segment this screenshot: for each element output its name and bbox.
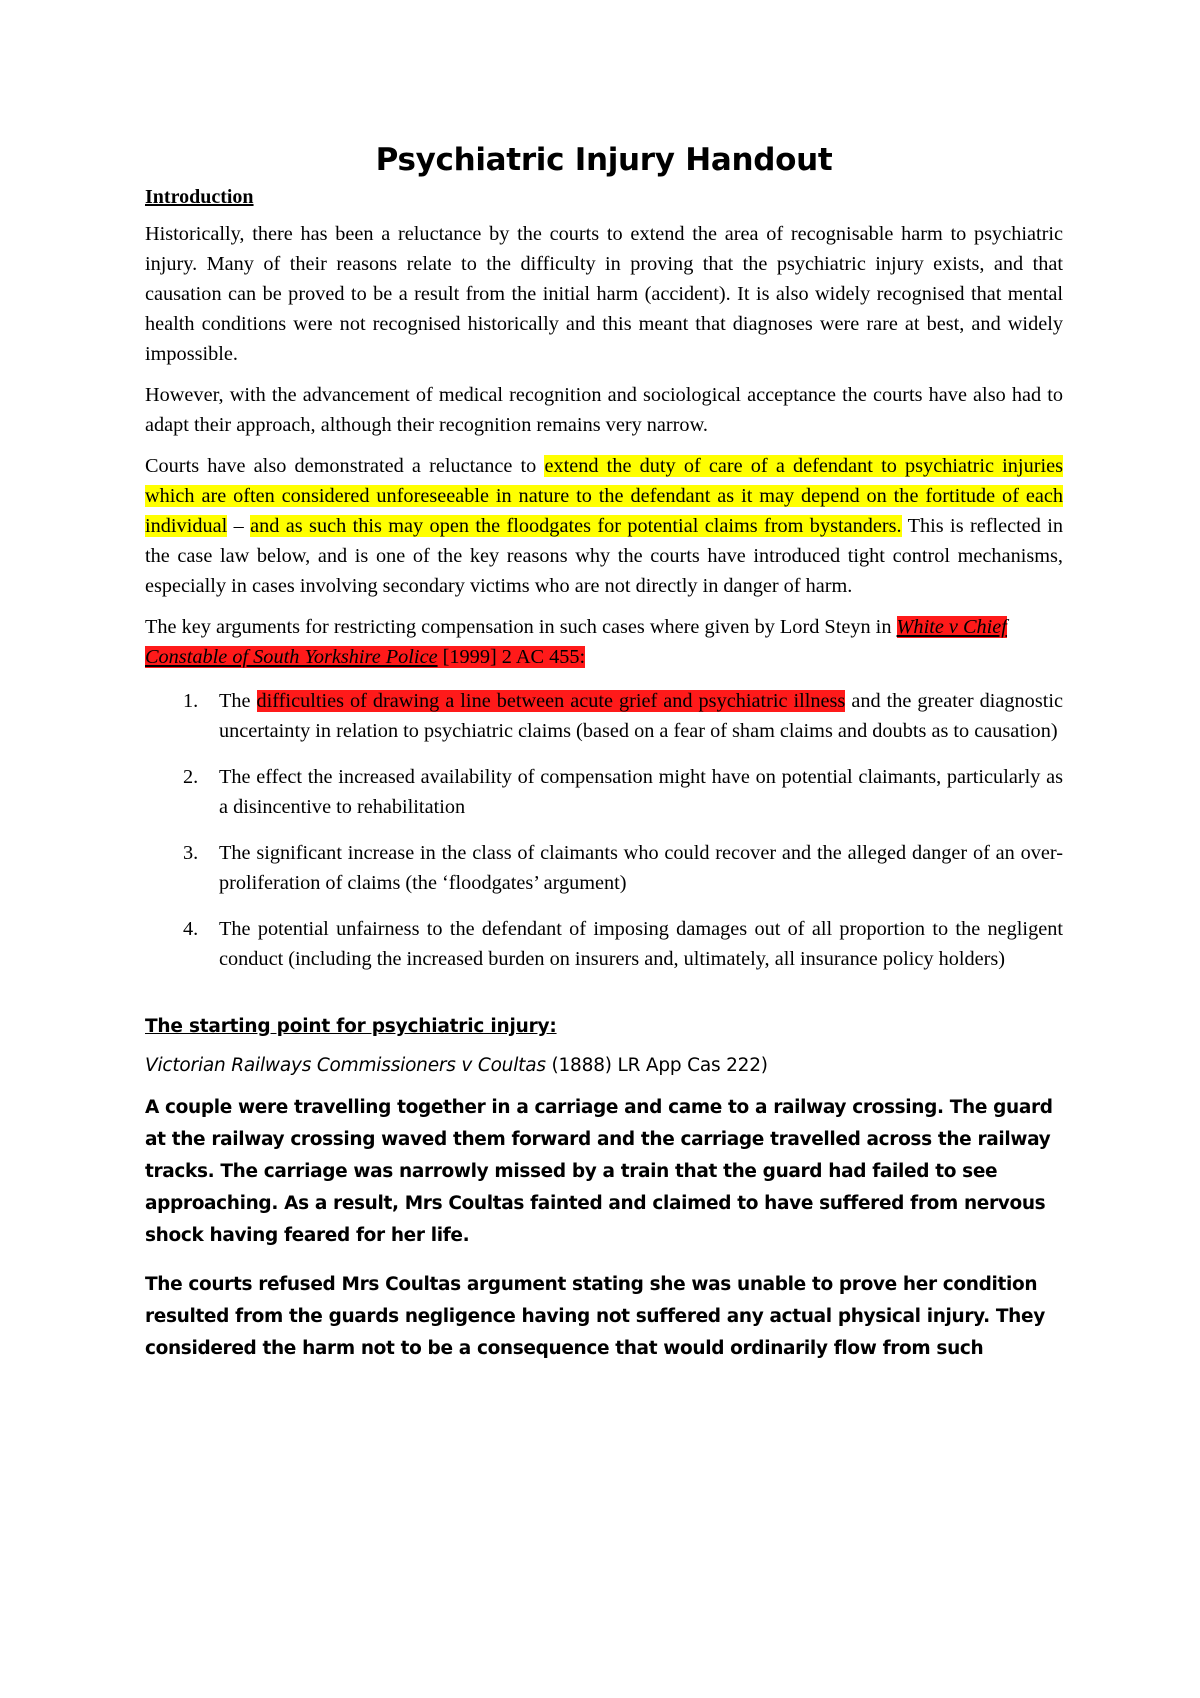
starting-point-heading: The starting point for psychiatric injury: xyxy=(145,1016,557,1037)
intro-heading: Introduction xyxy=(145,186,254,208)
p4-case-name: White v Chief Constable of South Yorkshire Police xyxy=(145,616,1007,668)
p4-case-cite: [1999] 2 AC 455: xyxy=(437,646,586,668)
p3-dash: – xyxy=(227,515,251,537)
list-item xyxy=(145,762,1063,822)
list-item xyxy=(145,838,1063,898)
list-number: 2. xyxy=(183,766,199,788)
list-item xyxy=(145,914,1063,974)
arg-2-text: The effect the increased availability of compensation might have on potential claimants, particularly as a disincentive to rehabilitation xyxy=(219,766,1063,818)
intro-paragraph-1: Historically, there has been a reluctance by the courts to extend the area of recognisable harm to psychiatric injury. Many of their reasons relate to the difficulty in proving that the psychiatric injury exists, and that causation can be proved to be a result from the initial harm (accident). It is also widely recognised that mental health conditions were not recognised historically and this meant that diagnoses were rare at best, and widely impossible. xyxy=(145,223,1063,365)
coultas-case-citation xyxy=(145,1055,1063,1076)
p3-highlight-2: and as such this may open the floodgates for potential claims from bystanders. xyxy=(250,515,902,537)
coultas-facts-paragraph: A couple were travelling together in a carriage and came to a railway crossing. The guard at the railway crossing waved them forward and the carriage travelled across the railway tracks. The carriage was narrowly missed by a train that the guard had failed to see approaching. As a result, Mrs Coultas fainted and claimed to have suffered from nervous shock having feared for her life. xyxy=(145,1097,1053,1246)
list-number: 3. xyxy=(183,842,199,864)
p4-text-before: The key arguments for restricting compensation in such cases where given by Lord Steyn in xyxy=(145,616,897,638)
list-item xyxy=(145,686,1063,746)
list-number: 1. xyxy=(183,690,199,712)
p3-text-before: Courts have also demonstrated a reluctance to xyxy=(145,455,545,477)
intro-paragraph-2: However, with the advancement of medical recognition and sociological acceptance the courts have also had to adapt their approach, although their recognition remains very narrow. xyxy=(145,384,1063,436)
p3-highlight-1: extend the duty of care of a defendant to psychiatric injuries which are often considered unforeseeable in nature to the defendant as it may depend on the fortitude of each individual xyxy=(145,455,1063,537)
arg-1-after: and the greater diagnostic uncertainty in relation to psychiatric claims (based on a fear of sham claims and doubts as to causation) xyxy=(219,690,1063,742)
coultas-ruling-paragraph: The courts refused Mrs Coultas argument stating she was unable to prove her condition resulted from the guards negligence having not suffered any actual physical injury. They considered the harm not to be a consequence that would ordinarily flow from such xyxy=(145,1274,1045,1359)
arguments-list xyxy=(145,686,1063,974)
arg-4-text: The potential unfairness to the defendant of imposing damages out of all proportion to the negligent conduct (including the increased burden on insurers and, ultimately, all insurance policy holders) xyxy=(219,918,1063,970)
list-number: 4. xyxy=(183,918,199,940)
arg-1-highlight: difficulties of drawing a line between acute grief and psychiatric illness xyxy=(256,690,846,712)
page-title: Psychiatric Injury Handout xyxy=(375,142,833,178)
p3-text-after: This is reflected in the case law below, and is one of the key reasons why the courts have introduced tight control mechanisms, especially in cases involving secondary victims who are not directly in danger of harm. xyxy=(145,515,1064,597)
coultas-case-name: Victorian Railways Commissioners v Coultas xyxy=(145,1055,546,1076)
intro-paragraph-3 xyxy=(145,451,1063,601)
coultas-case-ref: (1888) LR App Cas 222) xyxy=(545,1055,768,1076)
arg-3-text: The significant increase in the class of claimants who could recover and the alleged danger of an over-proliferation of claims (the ‘floodgates’ argument) xyxy=(219,842,1063,894)
arg-1-before: The xyxy=(219,690,257,712)
intro-paragraph-4 xyxy=(145,612,1063,672)
